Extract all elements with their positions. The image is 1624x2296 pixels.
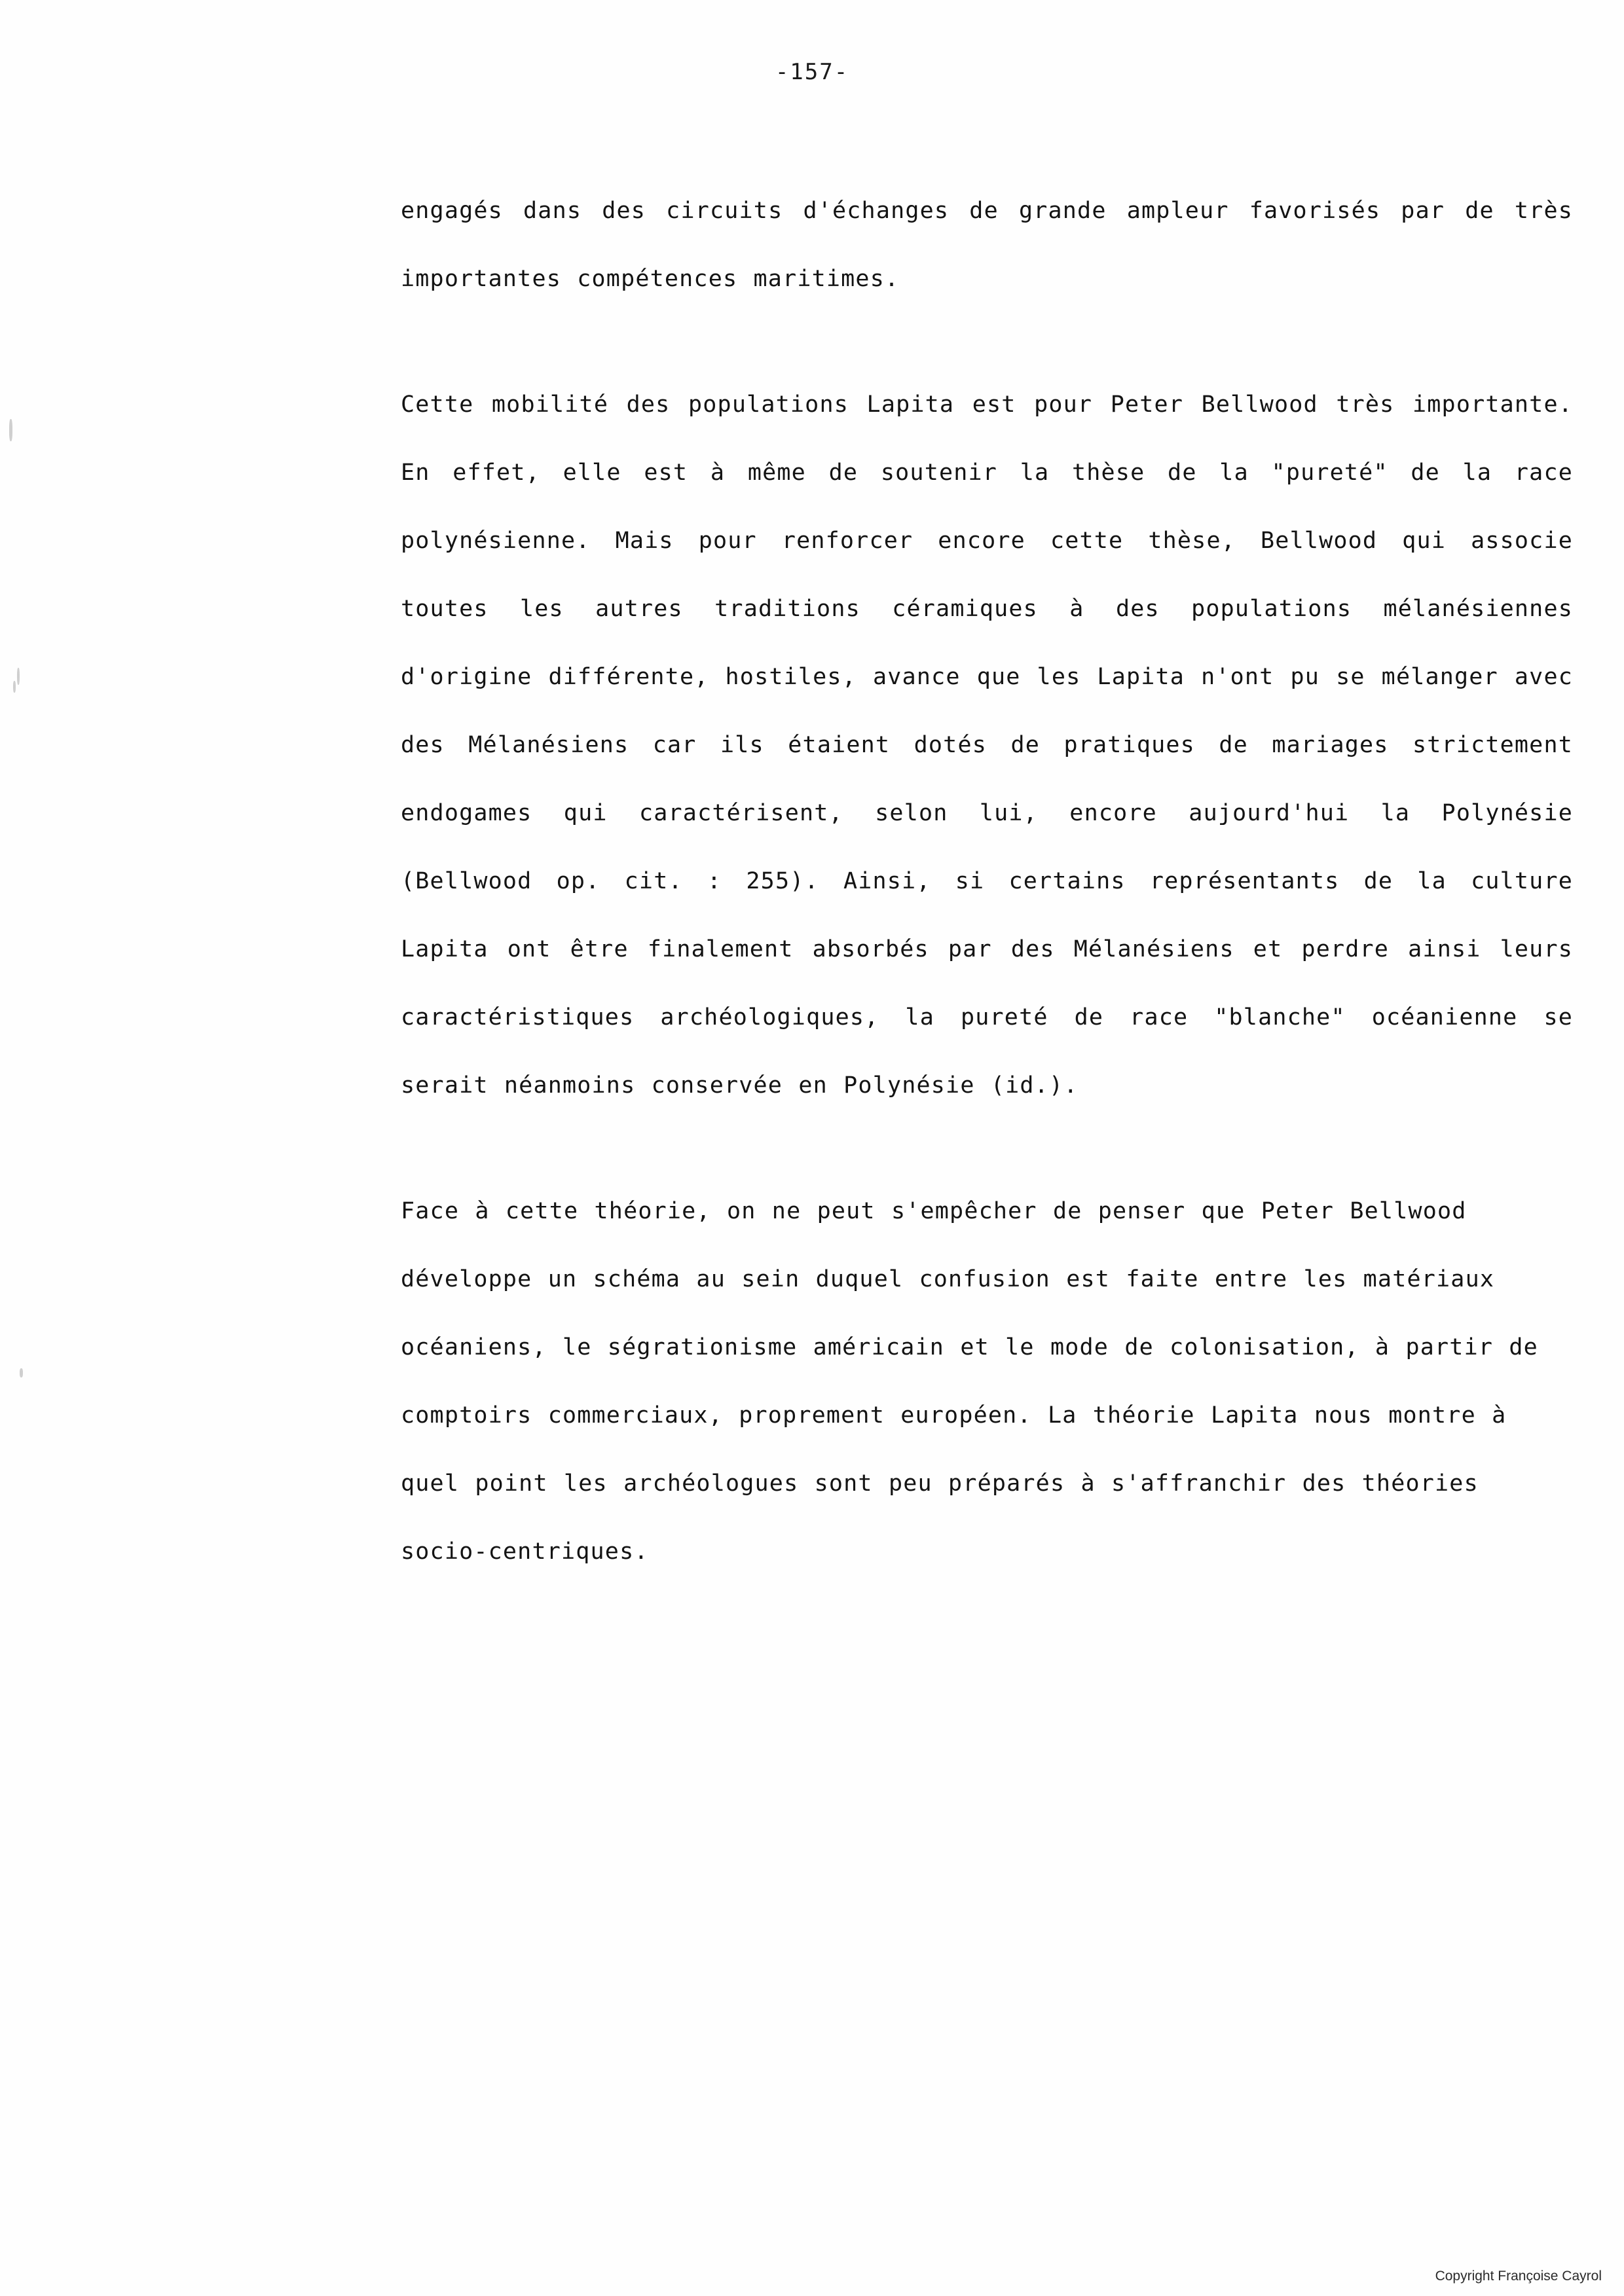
- scan-artifact: [13, 681, 16, 693]
- paragraph: Cette mobilité des populations Lapita est pour Peter Bellwood très importante. En effet, elle est à même de soutenir la thèse de la "pureté" de la race polynésienne. Mais pour renforcer encore cette thèse, Bellwood qui associe toutes les autres traditions céramiques à des populations mélanésiennes d'origine différente, hostiles, avance que les Lapita n'ont pu se mélanger avec des Mélanésiens car ils étaient dotés de pratiques de mariages strictement endogames qui caractérisent, selon lui, encore aujourd'hui la Polynésie (Bellwood op. cit. : 255). Ainsi, si certains représentants de la culture Lapita ont être finalement absorbés par des Mélanésiens et perdre ainsi leurs caractéristiques archéologiques, la pureté de race "blanche" océanienne se serait néanmoins conservée en Polynésie (id.).: [401, 392, 1573, 1099]
- scan-artifact: [17, 668, 20, 685]
- copyright-notice: Copyright Françoise Cayrol: [1435, 2269, 1602, 2284]
- page-number: -157-: [775, 59, 849, 85]
- paragraph: Face à cette théorie, on ne peut s'empêcher de penser que Peter Bellwood développe un schéma au sein duquel confusion est faite entre les matériaux océaniens, le ségrationisme américain et le mode de colonisation, à partir de comptoirs commerciaux, proprement européen. La théorie Lapita nous montre à quel point les archéologues sont peu préparés à s'affranchir des théories socio-centriques.: [401, 1198, 1538, 1565]
- scan-artifact: [20, 1368, 23, 1377]
- paragraph: engagés dans des circuits d'échanges de grande ampleur favorisés par de très importantes compétences maritimes.: [401, 198, 1573, 292]
- page-body: [401, 177, 1573, 1586]
- scan-artifact: [9, 419, 12, 441]
